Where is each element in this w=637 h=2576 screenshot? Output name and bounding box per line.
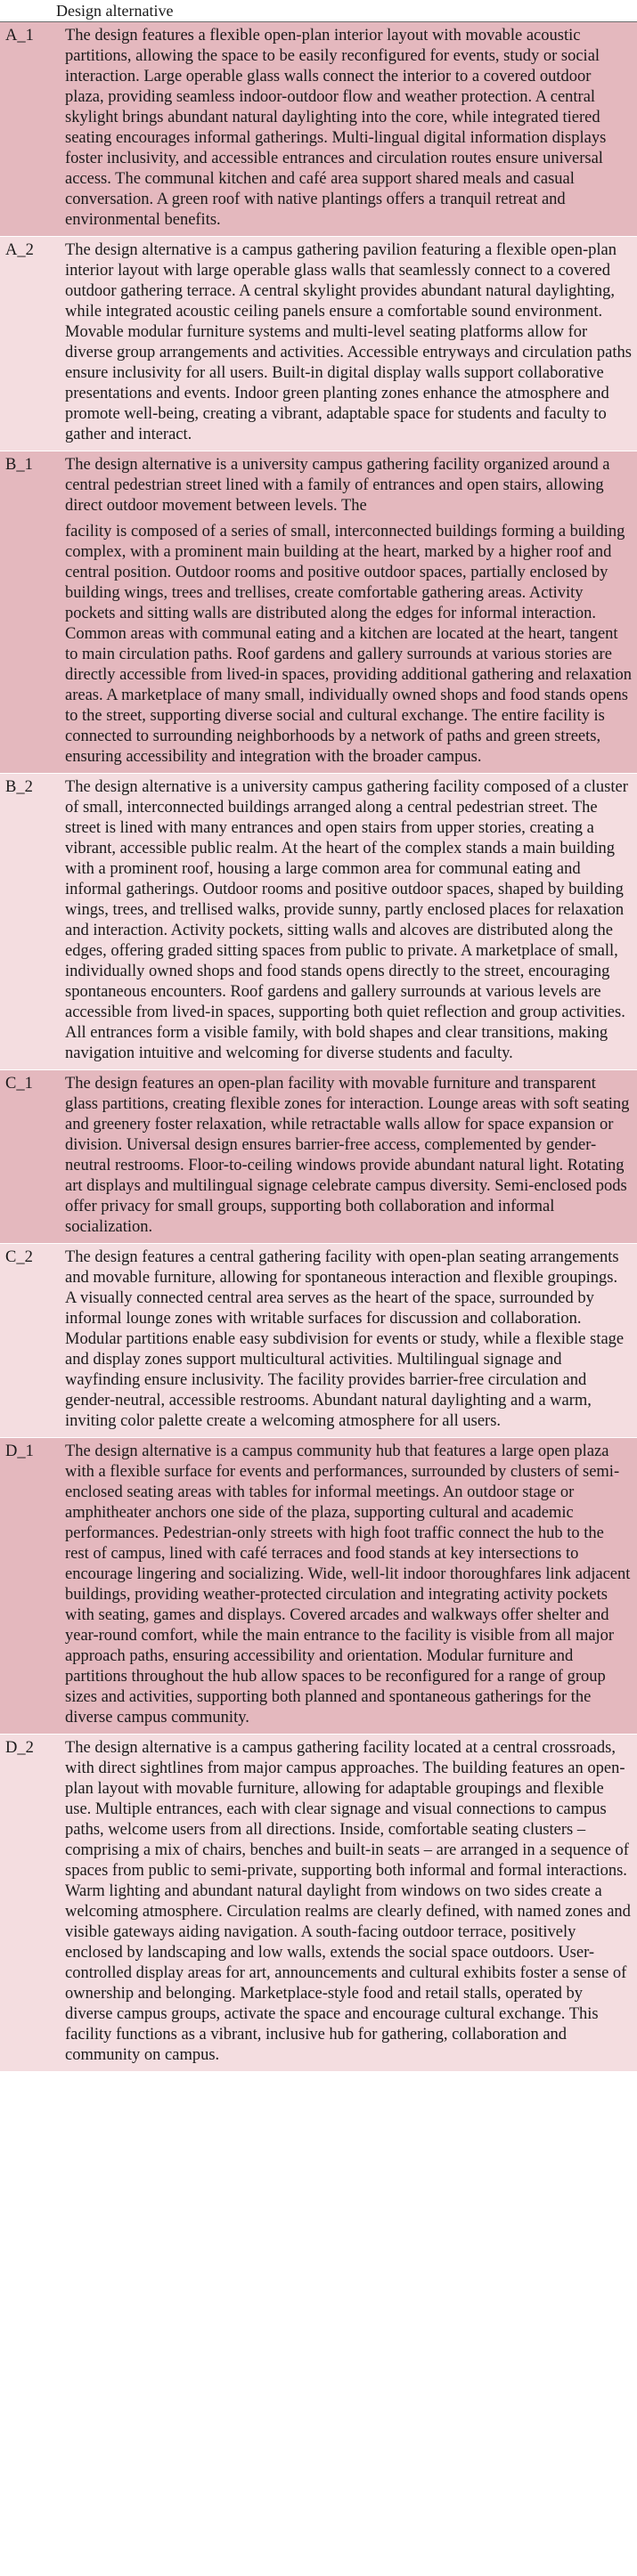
row-id: B_2 [5, 777, 33, 796]
description-paragraph: The design alternative is a university campus gathering facility organized around a central pedestrian street lined with a family of entrances and open stairs, allowing direct outdoor movement between levels. The [65, 455, 610, 515]
description-paragraph: The design features an open-plan facility with movable furniture and transparent glass partitions, creating flexible zones for interaction. Lounge areas with soft seating and greenery foster relaxation, while retractable walls allow for space expansion or division. Universal design ensures barrier-free access, complemented by gender-neutral restrooms. Floor-to-ceiling windows provide abundant natural light. Rotating art displays and multilingual signage celebrate campus diversity. Semi-enclosed pods offer privacy for small groups, supporting both collaboration and informal socialization. [65, 1074, 630, 1236]
description-paragraph: The design alternative is a campus community hub that features a large open plaza with a flexible surface for events and performances, surrounded by clusters of semi-enclosed seating areas with tables for informal meetings. An outdoor stage or amphitheater anchors one side of the plaza, supporting cultural and academic performances. Pedestrian-only streets with high foot traffic connect the hub to the rest of campus, lined with café terraces and food stands at key intersections to encourage lingering and socializing. Wide, well-lit indoor thoroughfares link adjacent buildings, providing weather-protected circulation and integrating activity pockets with seating, games and displays. Covered arcades and walkways offer shelter and year-round comfort, while the main entrance to the facility is visible from all major approach paths, ensuring accessibility and orientation. Modular furniture and partitions throughout the hub allow spaces to be reconfigured for a range of group sizes and activities, supporting both planned and spontaneous gatherings for the diverse campus community. [65, 1442, 631, 1727]
row-description [56, 1243, 637, 1437]
description-paragraph: The design alternative is a university campus gathering facility composed of a cluster of small, interconnected buildings arranged along a central pedestrian street. The street is lined with many entrances and open stairs from upper stories, creating a vibrant, accessible public realm. At the heart of the complex stands a main building with a prominent roof, housing a large common area for communal eating and informal gatherings. Outdoor rooms and positive outdoor spaces, shaped by building wings, trees, and trellised walks, provide sunny, partly enclosed places for relaxation and interaction. Activity pockets, sitting walls and alcoves are distributed along the edges, offering graded sitting spaces from public to private. A marketplace of small, individually owned shops and food stands opens directly to the street, encouraging spontaneous encounters. Roof gardens and gallery surrounds at various levels are accessible from lived-in spaces, supporting both quiet reflection and group activities. All entrances form a visible family, with bold shapes and clear transitions, making navigation intuitive and welcoming for diverse students and faculty. [65, 777, 628, 1062]
row-id: C_2 [5, 1247, 33, 1266]
row-description [56, 1069, 637, 1243]
row-id: A_2 [5, 240, 34, 259]
row-id: D_2 [5, 1738, 34, 1757]
table-row [0, 1437, 637, 1734]
table-row [0, 1734, 637, 2071]
header-id [0, 0, 56, 21]
table-row [0, 21, 637, 236]
row-description [56, 21, 637, 236]
row-description [56, 773, 637, 1069]
row-id: B_1 [5, 455, 33, 474]
header-design-alternative: Design alternative [56, 0, 637, 21]
description-paragraph: The design features a flexible open-plan interior layout with movable acoustic partitions, allowing the space to be easily reconfigured for events, study or social interaction. Large operable glass walls connect the interior to a covered outdoor plaza, providing seamless indoor-outdoor flow and weather protection. A central skylight brings abundant natural daylighting into the core, while integrated tiered seating encourages informal gatherings. Multi-lingual digital information displays foster inclusivity, and accessible entrances and circulation routes ensure universal access. The communal kitchen and café area support shared meals and casual conversation. A green roof with native plantings offers a tranquil retreat and environmental benefits. [65, 26, 607, 229]
table-row [0, 1243, 637, 1437]
table-row [0, 451, 637, 773]
row-description [56, 236, 637, 451]
description-paragraph: The design alternative is a campus gathering facility located at a central crossroads, with direct sightlines from major campus approaches. The building features an open-plan layout with movable furniture, allowing for adaptable groupings and flexible use. Multiple entrances, each with clear signage and visual connections to campus paths, welcome users from all directions. Inside, comfortable seating clusters – comprising a mix of chairs, benches and built-in seats – are arranged in a sequence of spaces from public to semi-private, supporting both informal and formal interactions. Warm lighting and abundant natural daylight from windows on two sides create a welcoming atmosphere. Circulation realms are clearly defined, with named zones and visible gateways aiding navigation. A south-facing outdoor terrace, positively enclosed by landscaping and low walls, extends the social space outdoors. User-controlled display areas for art, announcements and cultural exhibits foster a sense of ownership and belonging. Marketplace-style food and retail stalls, operated by diverse campus groups, activate the space and encourage cultural exchange. This facility functions as a vibrant, inclusive hub for gathering, collaboration and community on campus. [65, 1738, 631, 2064]
description-paragraph: facility is composed of a series of small, interconnected buildings forming a building complex, with a prominent main building at the heart, marked by a higher roof and central position. Outdoor rooms and positive outdoor spaces, partially enclosed by building wings, trees and trellises, create comfortable gathering areas. Activity pockets and sitting walls are distributed along the edges for informal interaction. Common areas with communal eating and a kitchen are located at the heart, tangent to main circulation paths. Roof gardens and gallery surrounds at various stories are directly accessible from lived-in spaces, providing additional gathering and relaxation areas. A marketplace of many small, individually owned shops and food stands opens to the street, supporting diverse social and cultural exchange. The entire facility is connected to surrounding neighborhoods by a network of paths and green streets, ensuring accessibility and integration with the broader campus. [65, 522, 632, 766]
header-row [0, 0, 637, 21]
table-body [0, 21, 637, 2071]
row-description [56, 1734, 637, 2071]
table-row [0, 773, 637, 1069]
row-id: A_1 [5, 26, 34, 45]
table-header [0, 0, 637, 21]
row-id: D_1 [5, 1442, 34, 1460]
table-row [0, 1069, 637, 1243]
row-description [56, 1437, 637, 1734]
row-description [56, 451, 637, 773]
table-row [0, 236, 637, 451]
row-id: C_1 [5, 1074, 33, 1093]
description-paragraph: The design alternative is a campus gathering pavilion featuring a flexible open-plan interior layout with large operable glass walls that seamlessly connect to a covered outdoor gathering terrace. A central skylight provides abundant natural daylighting, while integrated acoustic ceiling panels ensure a comfortable sound environment. Movable modular furniture systems and multi-level seating platforms allow for diverse group arrangements and activities. Accessible entryways and circulation paths ensure inclusivity for all users. Built-in digital display walls support collaborative presentations and events. Indoor green planting zones enhance the atmosphere and promote well-being, creating a vibrant, adaptable space for students and faculty to gather and interact. [65, 240, 632, 443]
description-paragraph: The design features a central gathering facility with open-plan seating arrangements and movable furniture, allowing for spontaneous interaction and flexible groupings. A visually connected central area serves as the heart of the space, surrounded by informal lounge zones with writable surfaces for discussion and collaboration. Modular partitions enable easy subdivision for events or study, while a flexible stage and display zones support multicultural activities. Multilingual signage and wayfinding ensure inclusivity. The facility provides barrier-free circulation and gender-neutral, accessible restrooms. Abundant natural daylighting and a warm, inviting color palette create a welcoming atmosphere for all users. [65, 1247, 625, 1430]
